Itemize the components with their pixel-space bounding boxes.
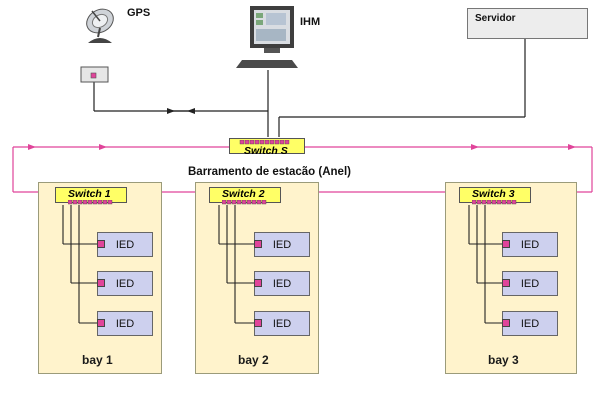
ied-label: IED [272,239,292,251]
server-label: Servidor [475,13,516,24]
ied-label: IED [520,278,540,290]
ied-label: IED [115,239,135,251]
ied-label: IED [272,318,292,330]
ied-port-icon [502,279,510,287]
ied-label: IED [272,278,292,290]
bay-label: bay 3 [488,353,519,367]
bay-label: bay 1 [82,353,113,367]
ihm-label: IHM [300,16,321,28]
ied-label: IED [115,318,135,330]
ied-label: IED [115,278,135,290]
bay-switch-label: Switch 1 [68,188,111,200]
station-switch-label: Switch S [244,145,288,157]
ied-port-icon [502,240,510,248]
ied-label: IED [520,318,540,330]
ied-box [502,271,558,296]
bay-switch [459,187,531,203]
ied-box [502,232,558,257]
switch-ports-icon [472,200,522,206]
bay-switch-label: Switch 2 [222,188,265,200]
ring-label: Barramento de estacão (Anel) [188,166,351,178]
gps-label: GPS [127,7,151,19]
ied-label: IED [520,239,540,251]
bay-switch-label: Switch 3 [472,188,515,200]
ied-box [502,311,558,336]
bay-label: bay 2 [238,353,269,367]
ied-port-icon [502,319,510,327]
